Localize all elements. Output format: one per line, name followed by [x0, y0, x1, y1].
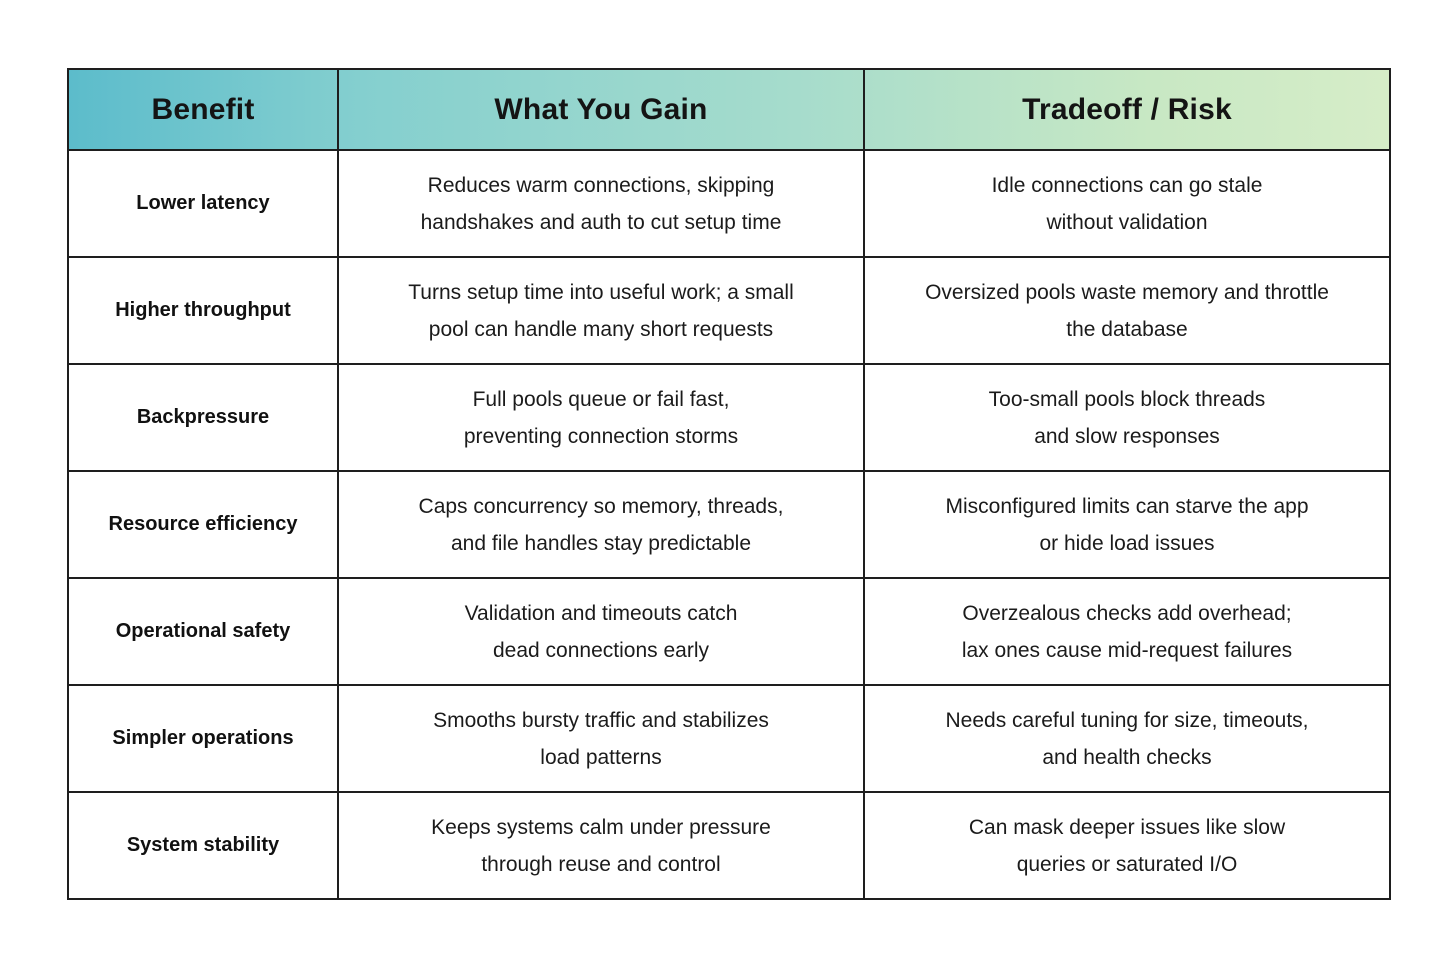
benefit-cell: System stability: [68, 792, 338, 899]
gain-line: Keeps systems calm under pressure: [431, 815, 771, 839]
gain-line: Smooths bursty traffic and stabilizes: [433, 708, 769, 732]
gain-line: preventing connection storms: [463, 424, 739, 448]
risk-line: Overzealous checks add overhead;: [962, 601, 1292, 625]
risk-line: Oversized pools waste memory and throttle: [925, 280, 1329, 304]
risk-cell: [864, 257, 1390, 364]
gain-cell: [338, 364, 864, 471]
risk-cell: [864, 685, 1390, 792]
risk-line: Idle connections can go stale: [991, 173, 1263, 197]
risk-cell: [864, 364, 1390, 471]
gain-cell: [338, 578, 864, 685]
table-header-row: [68, 69, 1390, 150]
gain-line: Turns setup time into useful work; a small: [408, 280, 794, 304]
header-tradeoff-risk: Tradeoff / Risk: [864, 69, 1390, 150]
risk-line: or hide load issues: [1039, 531, 1215, 555]
benefit-cell: Backpressure: [68, 364, 338, 471]
table-row: [68, 578, 1390, 685]
header-benefit: Benefit: [68, 69, 338, 150]
gain-cell: [338, 471, 864, 578]
table-row: [68, 257, 1390, 364]
table-row: [68, 471, 1390, 578]
benefit-cell: Simpler operations: [68, 685, 338, 792]
gain-line: load patterns: [540, 745, 662, 769]
gain-cell: [338, 150, 864, 257]
gain-line: dead connections early: [493, 638, 709, 662]
table-row: [68, 150, 1390, 257]
risk-cell: [864, 471, 1390, 578]
table-row: [68, 792, 1390, 899]
gain-line: Full pools queue or fail fast,: [472, 387, 730, 411]
risk-line: Needs careful tuning for size, timeouts,: [945, 708, 1309, 732]
risk-line: without validation: [1046, 210, 1208, 234]
gain-line: and file handles stay predictable: [450, 531, 752, 555]
risk-line: queries or saturated I/O: [1016, 852, 1238, 876]
benefit-cell: Lower latency: [68, 150, 338, 257]
gain-line: through reuse and control: [481, 852, 721, 876]
gain-line: Caps concurrency so memory, threads,: [418, 494, 784, 518]
gain-cell: [338, 792, 864, 899]
gain-line: pool can handle many short requests: [428, 317, 774, 341]
risk-line: the database: [1066, 317, 1188, 341]
benefit-cell: Higher throughput: [68, 257, 338, 364]
comparison-table: [67, 68, 1391, 900]
risk-cell: [864, 578, 1390, 685]
table-row: [68, 685, 1390, 792]
risk-line: Misconfigured limits can starve the app: [945, 494, 1309, 518]
risk-line: and health checks: [1042, 745, 1212, 769]
benefit-cell: Resource efficiency: [68, 471, 338, 578]
risk-line: lax ones cause mid-request failures: [961, 638, 1293, 662]
gain-cell: [338, 257, 864, 364]
benefit-cell: Operational safety: [68, 578, 338, 685]
gain-line: handshakes and auth to cut setup time: [420, 210, 782, 234]
risk-cell: [864, 150, 1390, 257]
risk-cell: [864, 792, 1390, 899]
gain-cell: [338, 685, 864, 792]
risk-line: and slow responses: [1034, 424, 1220, 448]
risk-line: Can mask deeper issues like slow: [968, 815, 1286, 839]
table-row: [68, 364, 1390, 471]
gain-line: Reduces warm connections, skipping: [427, 173, 775, 197]
gain-line: Validation and timeouts catch: [464, 601, 738, 625]
header-what-you-gain: What You Gain: [338, 69, 864, 150]
risk-line: Too-small pools block threads: [988, 387, 1266, 411]
